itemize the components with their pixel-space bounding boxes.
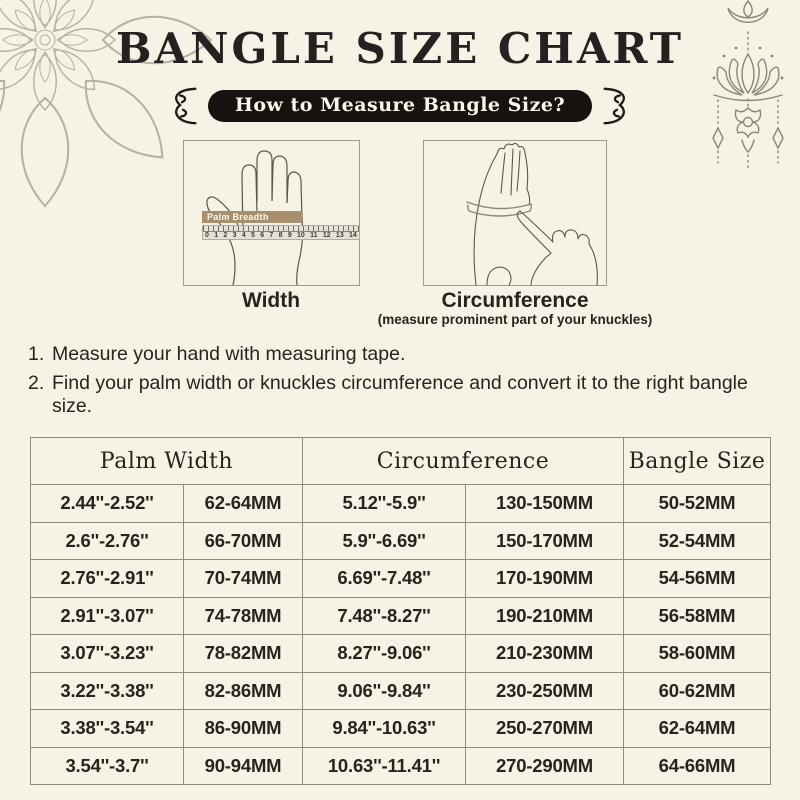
instruction-text: Measure your hand with measuring tape. [52,343,406,365]
table-cell: 60-62MM [624,672,771,710]
table-cell: 62-64MM [624,710,771,748]
table-cell: 250-270MM [466,710,624,748]
circumference-illustration [423,140,607,286]
instruction-text: Find your palm width or knuckles circumference and convert it to the right bangle size. [52,372,748,417]
table-cell: 150-170MM [466,522,624,560]
table-cell: 54-56MM [624,560,771,598]
table-header-row [31,438,771,485]
table-cell: 3.07''-3.23'' [31,635,184,673]
table-cell: 9.84''-10.63'' [303,710,466,748]
page-title: BANGLE SIZE CHART [116,24,684,73]
circumference-note: (measure prominent part of your knuckles) [377,312,653,327]
table-row [31,597,771,635]
table-cell: 270-290MM [466,747,624,785]
table-cell: 70-74MM [184,560,303,598]
hand-circumference-icon [424,141,606,285]
table-cell: 58-60MM [624,635,771,673]
table-cell: 62-64MM [184,485,303,523]
table-cell: 7.48''-8.27'' [303,597,466,635]
table-cell: 130-150MM [466,485,624,523]
table-cell: 3.54''-3.7'' [31,747,184,785]
table-cell: 56-58MM [624,597,771,635]
palm-breadth-tag: Palm Breadth [202,211,302,223]
table-row [31,485,771,523]
table-cell: 3.38''-3.54'' [31,710,184,748]
table-row [31,747,771,785]
instruction-item-1 [28,343,772,366]
table-row [31,672,771,710]
instruction-number: 2. [28,372,45,394]
instructions-list [28,343,772,424]
table-cell: 170-190MM [466,560,624,598]
table-cell: 190-210MM [466,597,624,635]
swirl-right-icon [601,85,635,127]
table-cell: 50-52MM [624,485,771,523]
table-cell: 210-230MM [466,635,624,673]
table-cell: 5.9''-6.69'' [303,522,466,560]
table-cell: 82-86MM [184,672,303,710]
col-header-bangle-size: Bangle Size [624,438,771,485]
table-cell: 5.12''-5.9'' [303,485,466,523]
table-body [31,485,771,785]
table-cell: 3.22''-3.38'' [31,672,184,710]
table-row [31,560,771,598]
table-cell: 230-250MM [466,672,624,710]
table-row [31,635,771,673]
width-caption: Width [241,289,301,312]
swirl-left-icon [165,85,199,127]
width-illustration [183,140,360,286]
table-cell: 86-90MM [184,710,303,748]
ruler-numbers: 0 1 2 3 4 5 6 7 8 9 10 11 12 13 14 [205,232,357,239]
circumference-caption: Circumference [441,289,589,312]
table-cell: 90-94MM [184,747,303,785]
table-cell: 10.63''-11.41'' [303,747,466,785]
table-cell: 78-82MM [184,635,303,673]
instruction-number: 1. [28,343,45,365]
table-row [31,522,771,560]
badge-row [0,85,800,127]
table-cell: 2.91''-3.07'' [31,597,184,635]
table-cell: 64-66MM [624,747,771,785]
how-to-measure-badge: How to Measure Bangle Size? [208,90,592,122]
table-cell: 9.06''-9.84'' [303,672,466,710]
table-cell: 2.76''-2.91'' [31,560,184,598]
col-header-circumference: Circumference [303,438,624,485]
table-row [31,710,771,748]
table-cell: 74-78MM [184,597,303,635]
table-cell: 6.69''-7.48'' [303,560,466,598]
bangle-size-table [30,437,771,785]
table-cell: 2.44''-2.52'' [31,485,184,523]
table-cell: 2.6''-2.76'' [31,522,184,560]
table-cell: 52-54MM [624,522,771,560]
table-cell: 8.27''-9.06'' [303,635,466,673]
table-cell: 66-70MM [184,522,303,560]
instruction-item-2 [28,372,772,418]
measuring-tape-ruler [202,225,360,240]
col-header-palm-width: Palm Width [31,438,303,485]
